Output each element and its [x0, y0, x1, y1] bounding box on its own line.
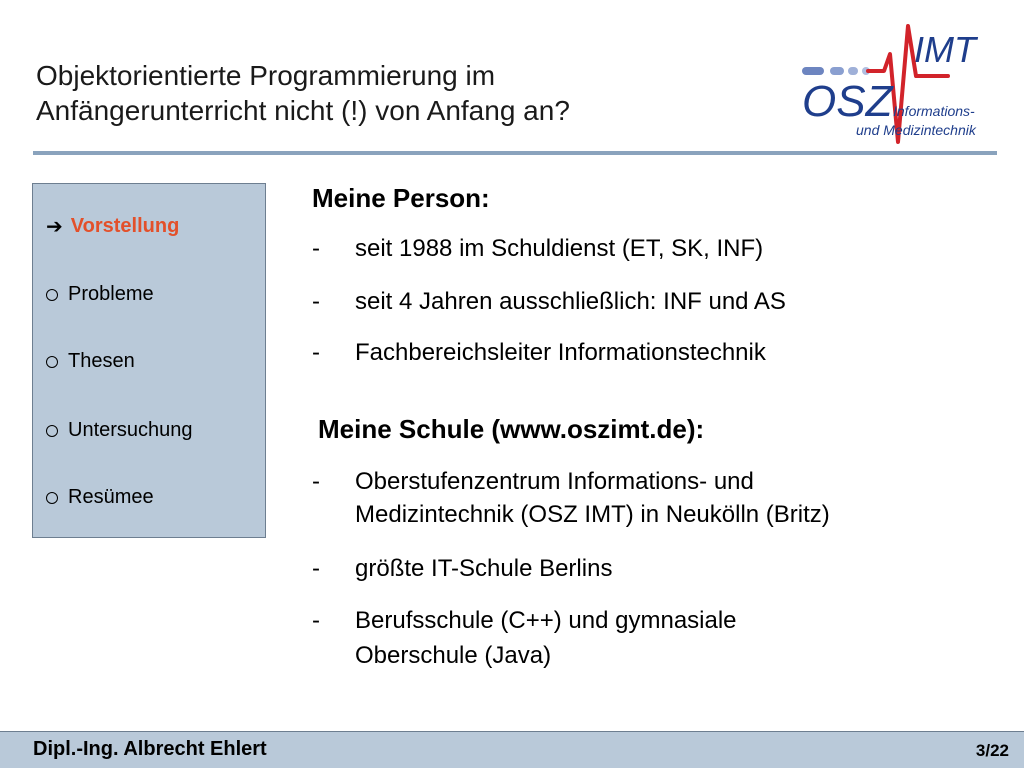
agenda-item-label: Vorstellung — [70, 215, 180, 237]
section-heading-person: Meine Person: — [312, 183, 490, 213]
agenda-item-thesen[interactable] — [46, 350, 135, 373]
agenda-item-resuemee[interactable] — [46, 486, 154, 509]
slide-title-line: Anfängerunterricht nicht (!) von Anfang an? — [36, 95, 570, 126]
agenda-item-label: Probleme — [68, 283, 154, 305]
dash-bullet: - — [312, 339, 320, 366]
logo-sub-text: Informations- — [893, 103, 975, 119]
section-heading-school: Meine Schule (www.oszimt.de): — [318, 414, 705, 444]
footer-author: Dipl.-Ing. Albrecht Ehlert — [33, 738, 267, 760]
agenda-sidebar — [32, 183, 266, 538]
footer-bar — [0, 731, 1024, 768]
agenda-item-label: Untersuchung — [68, 419, 193, 441]
title-divider — [33, 151, 997, 155]
dash-bullet: - — [312, 288, 320, 315]
logo-sub-text: und Medizintechnik — [856, 122, 976, 138]
list-item-text: Fachbereichsleiter Informationstechnik — [355, 339, 766, 366]
dash-bullet: - — [312, 607, 320, 634]
slide-title-line: Objektorientierte Programmierung im — [36, 60, 496, 91]
agenda-item-probleme[interactable] — [46, 283, 154, 306]
list-item-text: Oberstufenzentrum Informations- und — [355, 468, 754, 495]
logo-imt-text: IMT — [914, 29, 976, 70]
slide-title — [36, 58, 756, 128]
list-item-text: Oberschule (Java) — [355, 642, 552, 669]
agenda-item-label: Resümee — [68, 486, 154, 508]
list-item-text: größte IT-Schule Berlins — [355, 555, 613, 582]
circle-bullet-icon — [46, 356, 58, 368]
agenda-item-vorstellung[interactable] — [46, 214, 179, 239]
dash-bullet: - — [312, 555, 320, 582]
list-item-text: Berufsschule (C++) und gymnasiale — [355, 607, 737, 634]
dash-bullet: - — [312, 468, 320, 495]
list-item-text: Medizintechnik (OSZ IMT) in Neukölln (Britz) — [355, 501, 830, 528]
arrow-right-icon: ➔ — [46, 216, 63, 238]
osz-imt-logo — [798, 24, 998, 150]
agenda-item-untersuchung[interactable] — [46, 419, 193, 442]
list-item-text: seit 4 Jahren ausschließlich: INF und AS — [355, 288, 786, 315]
agenda-item-label: Thesen — [68, 350, 135, 372]
list-item-text: seit 1988 im Schuldienst (ET, SK, INF) — [355, 235, 764, 262]
logo-osz-text: OSZ — [802, 77, 893, 126]
page-number: 3/22 — [975, 741, 1009, 760]
dash-bullet: - — [312, 235, 320, 262]
circle-bullet-icon — [46, 492, 58, 504]
circle-bullet-icon — [46, 289, 58, 301]
circle-bullet-icon — [46, 425, 58, 437]
